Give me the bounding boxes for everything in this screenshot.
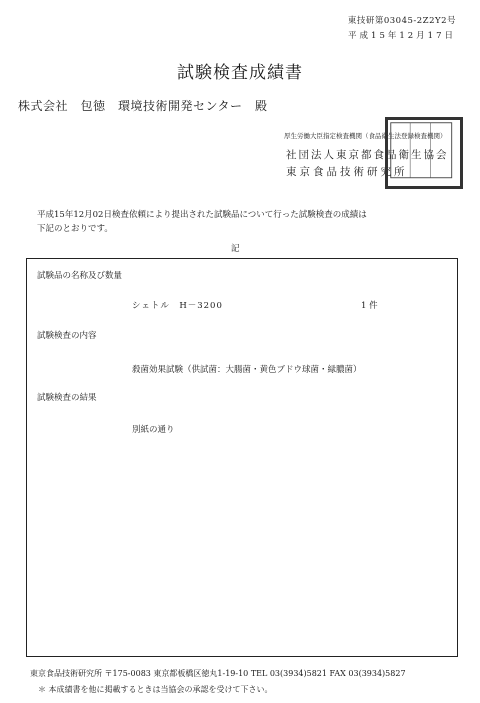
footer-address: 東京食品技術研究所 〒175-0083 東京都板橋区徳丸1-19-10 TEL 03(3934)5821 FAX 03(3934)5827 bbox=[30, 669, 406, 678]
addressee: 株式会社 包徳 環境技術開発センター 殿 bbox=[18, 99, 268, 113]
item-label: 試験品の名称及び数量 bbox=[37, 271, 123, 281]
document-title: 試験検査成績書 bbox=[177, 63, 303, 83]
content-value: 殺菌効果試験（供試菌：大腸菌・黄色ブドウ球菌・緑膿菌） bbox=[132, 365, 362, 375]
intro-line-2: 下記のとおりです。 bbox=[37, 224, 113, 234]
official-seal-stamp bbox=[385, 117, 463, 189]
result-value: 別紙の通り bbox=[132, 425, 175, 435]
footer-note: ＊ 本成績書を他に掲載するときは当協会の承認を受けて下さい。 bbox=[38, 685, 273, 694]
issuer-institute: 東京食品技術研究所 bbox=[286, 166, 408, 178]
item-name: シェトル H－3200 bbox=[132, 301, 223, 311]
intro-line-1: 平成15年12月02日検査依頼により提出された試験品について行った試験検査の成績は bbox=[37, 210, 367, 220]
result-label: 試験検査の結果 bbox=[37, 393, 97, 403]
issuer-association: 社団法人東京都食品衛生協会 bbox=[286, 149, 449, 161]
ki-marker: 記 bbox=[231, 244, 240, 254]
issuer-designation: 厚生労働大臣指定検査機関（食品衛生法登録検査機関） bbox=[284, 132, 447, 140]
item-quantity: 1 件 bbox=[361, 301, 378, 311]
issue-date: 平成15年12月17日 bbox=[348, 31, 456, 41]
results-box bbox=[26, 258, 458, 657]
content-label: 試験検査の内容 bbox=[37, 331, 97, 341]
document-number: 東技研第03045-2Z2Y2号 bbox=[347, 16, 456, 26]
